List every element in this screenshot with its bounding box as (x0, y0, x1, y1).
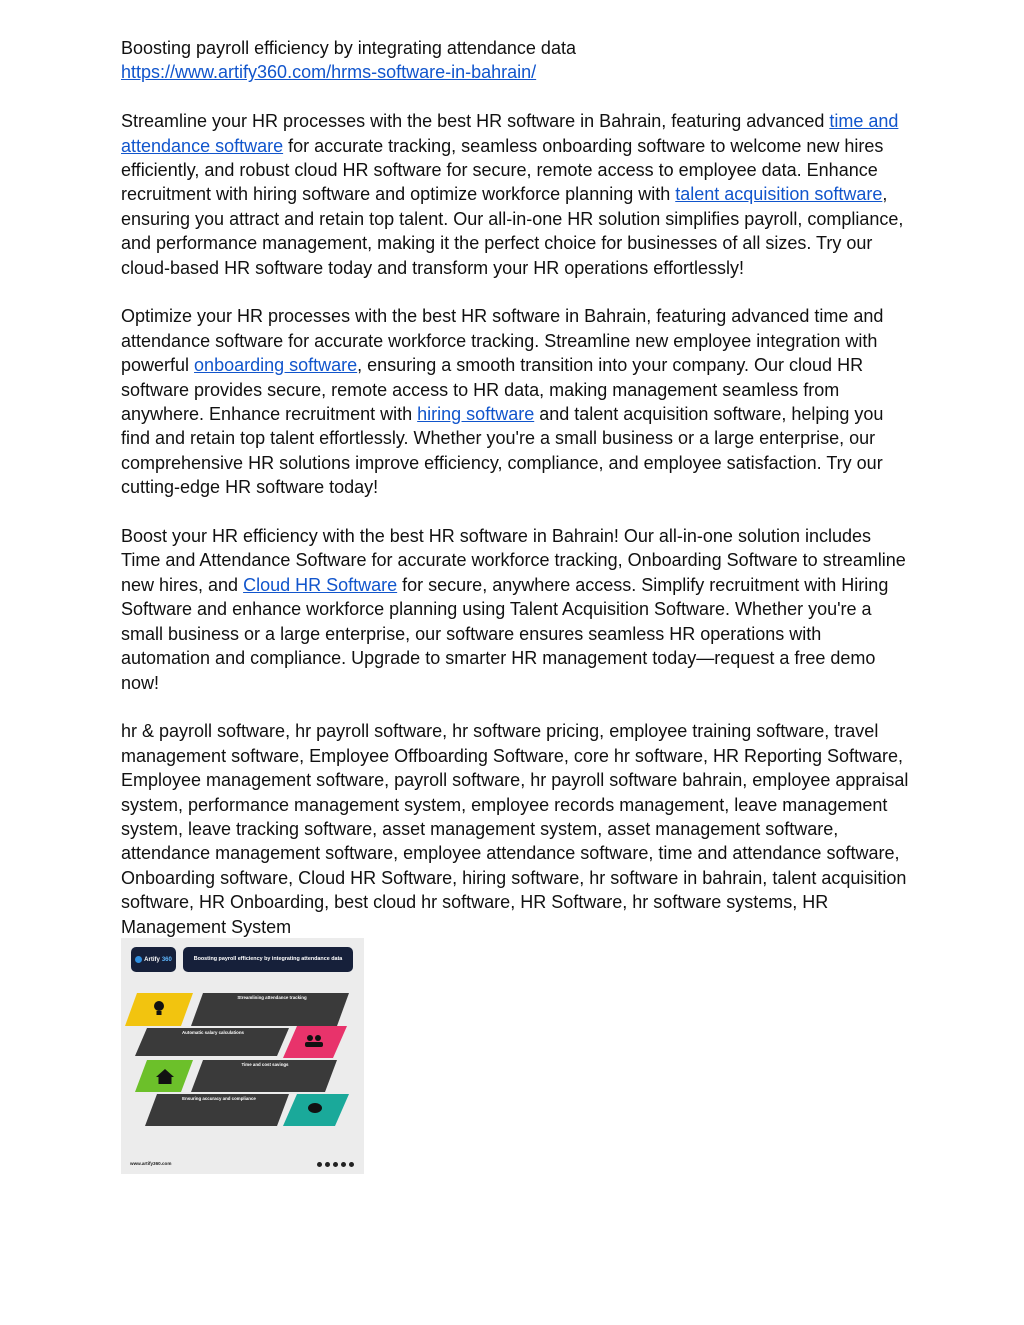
social-icons (317, 1162, 354, 1167)
band-4-title: Ensuring accuracy and compliance (182, 1096, 256, 1101)
band-1-text (207, 995, 337, 1000)
infographic-bands (121, 938, 364, 1174)
band-1-title: Streamlining attendance tracking (237, 995, 307, 1000)
chat-icon (308, 1103, 322, 1113)
instagram-icon (325, 1162, 330, 1167)
band-2-text (149, 1030, 277, 1035)
document-body (121, 36, 911, 939)
linkedin-icon (341, 1162, 346, 1167)
band-4-text (161, 1096, 277, 1101)
infographic-footer-url: www.artify360.com (130, 1161, 172, 1166)
time-attendance-link[interactable]: time and attendance software (121, 111, 899, 156)
p1-text-a: Streamline your HR processes with the best HR software in Bahrain, featuring advanced (121, 111, 830, 132)
logo-text-b: 360 (161, 956, 172, 963)
hiring-software-link[interactable]: hiring software (417, 404, 535, 425)
keyword-list: hr & payroll software, hr payroll software, hr software pricing, employee training software, travel management software, Employee Offboarding Software, core hr software, HR Reporting Software, Employee management software, payroll software, hr payroll software bahrain, employee appraisal system, performance management system, employee records management, leave management system, leave tracking software, asset management system, asset management software, attendance management software, employee attendance software, time and attendance software, Onboarding software, Cloud HR Software, hiring software, hr software in bahrain, talent acquisition software, HR Onboarding, best cloud hr software, HR Software, hr software systems, HR Management System (121, 721, 909, 937)
paragraph-2 (121, 304, 911, 499)
logo-text-a: Artify (144, 956, 160, 963)
paragraph-1 (121, 109, 911, 280)
p1-text-b: for accurate tracking, seamless onboarding software to welcome new hires efficiently, and robust cloud HR software for secure, remote access to employee data. Enhance recruitment with hiring software and optimize workforce planning with (121, 135, 884, 205)
source-url-line (121, 60, 911, 84)
p1-text-c: , ensuring you attract and retain top talent. Our all-in-one HR solution simplifies payroll, compliance, and performance management, making it the perfect choice for businesses of all sizes. Try our cloud-based HR software today and transform your HR operations effortlessly! (121, 184, 904, 278)
infographic-image (121, 938, 364, 1174)
p3-text-a: Boost your HR efficiency with the best HR software in Bahrain! Our all-in-one solution includes Time and Attendance Software for accurate workforce tracking, Onboarding Software to streamline new hires, and (121, 526, 906, 595)
p3-text-b: for secure, anywhere access. Simplify recruitment with Hiring Software and enhance workforce planning using Talent Acquisition Software. Whether you're a small business or a large enterprise, our software ensures seamless HR operations with automation and compliance. Upgrade to smarter HR management today—request a free demo now! (121, 574, 889, 693)
p2-text-b: , ensuring a smooth transition into your company. Our cloud HR software provides secure, remote access to HR data, making management seamless from anywhere. Enhance recruitment with (121, 355, 864, 425)
infographic-title: Boosting payroll efficiency by integrating attendance data (183, 947, 353, 972)
twitter-icon (333, 1162, 338, 1167)
band-3-text (205, 1062, 325, 1067)
facebook-icon (317, 1162, 322, 1167)
youtube-icon (349, 1162, 354, 1167)
band-2-title: Automatic salary calculations (182, 1030, 244, 1035)
source-url-link[interactable]: https://www.artify360.com/hrms-software-in-bahrain/ (121, 62, 537, 83)
talent-acquisition-link[interactable]: talent acquisition software (675, 184, 883, 205)
document-heading: Boosting payroll efficiency by integrating attendance data (121, 38, 576, 58)
paragraph-3 (121, 524, 911, 695)
p2-text-a: Optimize your HR processes with the best HR software in Bahrain, featuring advanced time and attendance software for accurate workforce tracking. Streamline new employee integration with powerful (121, 306, 884, 376)
p2-text-c: and talent acquisition software, helping you find and retain top talent effortlessly. Whether you're a small business or a large enterprise, our comprehensive HR solutions improve efficiency, compliance, and employee satisfaction. Try our cutting-edge HR software today! (121, 404, 884, 498)
onboarding-software-link[interactable]: onboarding software (194, 355, 358, 376)
cloud-hr-software-link[interactable]: Cloud HR Software (243, 574, 398, 595)
band-3-title: Time and cost savings (241, 1062, 289, 1067)
